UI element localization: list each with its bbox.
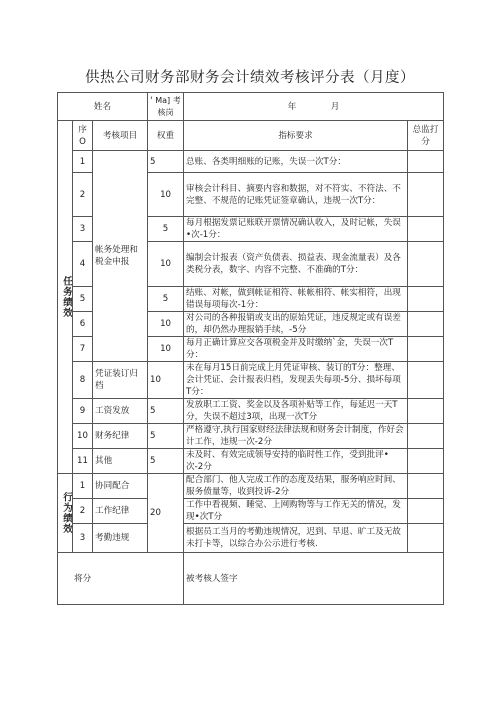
score-cell[interactable] <box>408 499 444 524</box>
seq-cell: 3 <box>73 217 93 242</box>
weight-cell: 10 <box>148 242 184 287</box>
col-weight: 权重 <box>148 121 184 151</box>
col-supervisor: 总监打分 <box>408 121 444 151</box>
seq-cell: 8 <box>73 362 93 399</box>
indicator-cell: 对公司的各种报销或支出的原始凭证，违反规定或有误差的，却仍然办理报销手续，-5分 <box>184 312 408 337</box>
seq-cell: 3 <box>73 524 93 553</box>
section-label-behavior: 行为绩效 <box>58 474 73 553</box>
seq-cell: 2 <box>73 499 93 524</box>
seq-cell: 9 <box>73 399 93 424</box>
col-indicator: 指标要求 <box>184 121 408 151</box>
table-row <box>58 399 444 424</box>
score-cell[interactable] <box>408 474 444 499</box>
weight-cell: 5 <box>148 217 184 242</box>
name-label: 姓名 <box>58 93 148 121</box>
seq-cell: 6 <box>73 312 93 337</box>
post-mark: Ma] <box>155 95 171 105</box>
post-label: 考核岗 <box>157 95 181 117</box>
score-cell[interactable] <box>408 173 444 217</box>
score-cell[interactable] <box>408 287 444 312</box>
indicator-cell: 发放职工工资、奖金以及各项补贴等工作，每延迟一天T分，失误不超过3项，出现一次T分 <box>184 399 408 424</box>
table-row <box>58 474 444 499</box>
item-cell: 凭证装订归档 <box>93 362 148 399</box>
item-cell: 帐务处理和税金申报 <box>93 151 148 362</box>
seq-cell: 4 <box>73 242 93 287</box>
seq-cell: 11 <box>73 449 93 474</box>
score-cell[interactable] <box>408 524 444 553</box>
post-label-cell <box>148 93 184 121</box>
table-row <box>58 424 444 449</box>
col-seq: 序O <box>73 121 93 151</box>
score-cell[interactable] <box>408 312 444 337</box>
table-row <box>58 499 444 524</box>
weight-cell: 5 <box>148 151 184 173</box>
seq-cell: 1 <box>73 474 93 499</box>
weight-cell: 10 <box>148 337 184 362</box>
seq-cell: 5 <box>73 287 93 312</box>
score-cell[interactable] <box>408 217 444 242</box>
year-month: 年 月 <box>184 93 444 121</box>
score-cell[interactable] <box>408 337 444 362</box>
section-label-task: 任务绩效 <box>58 121 73 474</box>
indicator-cell: 审核会计科目、摘要内容和数据，对不符实、不符法、不完整、不规范的记账凭证签章确认，违规一次T分： <box>184 173 408 217</box>
signature-label: 被考核人签字 <box>184 553 444 605</box>
indicator-cell: 工作中看视频、睡觉、上网购物等与工作无关的情况，发现•次T分 <box>184 499 408 524</box>
score-label: 将分 <box>58 553 184 605</box>
indicator-cell: 未及时、有效完成领导安持的临时性工作，受到批评•次-2分 <box>184 449 408 474</box>
item-cell: 协同配合 <box>93 474 148 499</box>
indicator-cell: 总账、各类明细账的记账，失误一次T分： <box>184 151 408 173</box>
table-row <box>58 362 444 399</box>
page-title: 供热公司财务部财务会计绩效考核评分表（月度） <box>85 70 415 86</box>
footer-row <box>58 553 444 605</box>
column-header-row <box>58 121 444 151</box>
weight-cell: 5 <box>148 449 184 474</box>
table-row <box>58 449 444 474</box>
seq-cell: 10 <box>73 424 93 449</box>
weight-cell: 10 <box>148 312 184 337</box>
indicator-cell: 编制会计报表（资产负债表、损益表、现金流量表）及各类税分表，数字、内容不完整、不准确的T分： <box>184 242 408 287</box>
seq-cell: 7 <box>73 337 93 362</box>
weight-cell: 20 <box>148 474 184 553</box>
score-cell[interactable] <box>408 399 444 424</box>
indicator-cell: 根据员工当月的考勤违规情况，迟到、早退、旷工及无故未打卡等，以综合办公示进行考核. <box>184 524 408 553</box>
header-row <box>58 93 444 121</box>
post-prefix: ' <box>150 95 153 106</box>
table-row <box>58 524 444 553</box>
item-cell: 考勤违规 <box>93 524 148 553</box>
indicator-cell: 严格遵守,执行国家财经法律法规和财务会计制度，作好会计工作，违规一次-2分 <box>184 424 408 449</box>
item-cell: 财务纪律 <box>93 424 148 449</box>
score-cell[interactable] <box>408 449 444 474</box>
seq-cell: 2 <box>73 173 93 217</box>
item-cell: 工作纪律 <box>93 499 148 524</box>
seq-cell: 1 <box>73 151 93 173</box>
indicator-cell: 配合部门、他人完成工作的态度及结果，服务响应时间、服务偾量等，收到投诉-2分 <box>184 474 408 499</box>
weight-cell: 5 <box>148 424 184 449</box>
indicator-cell: 结账、对帐，做到帐证相符、帐帐相符、帐实相符，出现错误每项每次-1分： <box>184 287 408 312</box>
score-cell[interactable] <box>408 242 444 287</box>
weight-cell: 10 <box>148 362 184 399</box>
indicator-cell: 未在每月15日前完成上月凭证审核、装订的T分：整理、会计凭证、会计报表归档，发现丢失每项-5分、损坏每项T分： <box>184 362 408 399</box>
table-row <box>58 151 444 173</box>
item-cell: 工资发放 <box>93 399 148 424</box>
item-cell: 其他 <box>93 449 148 474</box>
weight-cell: 10 <box>148 173 184 217</box>
weight-cell: 5 <box>148 399 184 424</box>
indicator-cell: 每月正确计算应交各项税金并及时缴纳`金，失误一次T分： <box>184 337 408 362</box>
score-cell[interactable] <box>408 151 444 173</box>
score-cell[interactable] <box>408 362 444 399</box>
weight-cell: 5 <box>148 287 184 312</box>
indicator-cell: 每月根据发票记账联开票情况确认收入，及时记帐，失误•次-1分： <box>184 217 408 242</box>
evaluation-table <box>57 92 444 605</box>
score-cell[interactable] <box>408 424 444 449</box>
col-item: 考核项目 <box>93 121 148 151</box>
